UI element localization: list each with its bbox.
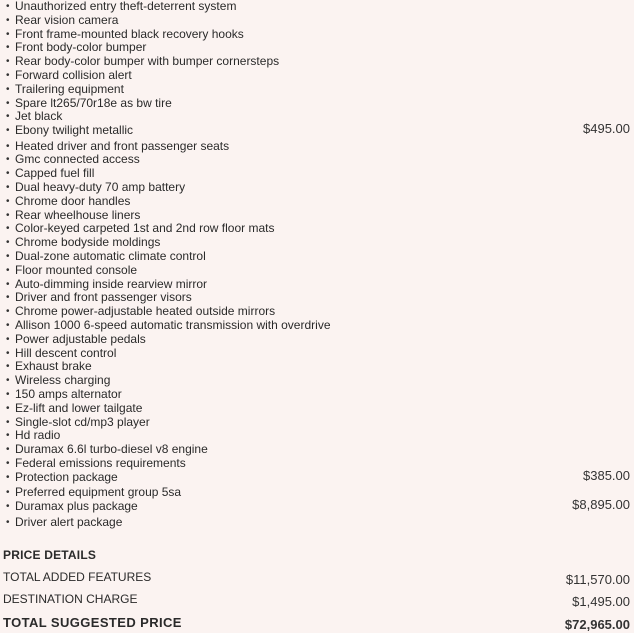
feature-label: Trailering equipment (15, 81, 124, 96)
feature-label: Exhaust brake (15, 359, 92, 374)
bullet-icon: • (6, 444, 10, 456)
bullet-icon: • (6, 28, 10, 40)
feature-item (0, 250, 634, 264)
bullet-icon: • (6, 223, 10, 235)
feature-item (0, 110, 634, 124)
total-suggested-price-row (0, 615, 634, 633)
bullet-icon: • (6, 111, 10, 123)
bullet-icon: • (6, 292, 10, 304)
bullet-icon: • (6, 458, 10, 469)
feature-item (0, 374, 634, 388)
feature-label: Rear vision camera (15, 12, 119, 27)
bullet-icon: • (6, 320, 10, 332)
feature-label: Spare lt265/70r18e as bw tire (15, 95, 172, 110)
feature-item (0, 41, 634, 55)
bullet-icon: • (6, 168, 10, 180)
feature-label: Color-keyed carpeted 1st and 2nd row floor mats (15, 221, 275, 236)
feature-item (0, 467, 634, 487)
feature-item (0, 457, 634, 471)
feature-item (0, 443, 634, 457)
feature-item (0, 402, 634, 416)
feature-label: Floor mounted console (15, 262, 138, 277)
feature-label: Preferred equipment group 5sa (15, 485, 182, 500)
feature-item (0, 278, 634, 292)
feature-item (0, 209, 634, 223)
bullet-icon: • (6, 278, 10, 290)
feature-label: Duramax plus package (15, 499, 138, 514)
feature-item (0, 121, 634, 140)
feature-item (0, 236, 634, 250)
feature-item (0, 360, 634, 374)
bullet-icon: • (6, 375, 10, 387)
feature-label: Wireless charging (15, 373, 111, 388)
bullet-icon: • (6, 182, 10, 194)
destination-charge-row (0, 592, 634, 610)
feature-item (0, 319, 634, 333)
feature-price: $495.00 (583, 121, 630, 137)
feature-item (0, 291, 634, 305)
bullet-icon: • (6, 83, 10, 95)
feature-label: Ez-lift and lower tailgate (15, 400, 143, 415)
bullet-icon: • (6, 264, 10, 276)
bullet-icon: • (6, 69, 10, 81)
feature-label: Driver alert package (15, 514, 123, 529)
feature-item (0, 264, 634, 278)
total-suggested-price-value: $72,965.00 (564, 617, 630, 632)
destination-charge-value: $1,495.00 (572, 594, 630, 609)
feature-item (0, 83, 634, 97)
feature-price: $8,895.00 (572, 497, 630, 513)
feature-label: Chrome door handles (15, 193, 131, 208)
bullet-icon: • (6, 402, 10, 414)
feature-label: Forward collision alert (15, 67, 132, 82)
feature-label: Capped fuel fill (15, 166, 95, 181)
bullet-icon: • (6, 430, 10, 442)
total-added-features-row (0, 570, 634, 588)
bullet-icon: • (6, 42, 10, 54)
feature-label: 150 amps alternator (15, 387, 122, 402)
feature-item (0, 516, 634, 530)
feature-item (0, 153, 634, 167)
feature-label: Unauthorized entry theft-deterrent system (15, 0, 237, 13)
total-suggested-price-label: TOTAL SUGGESTED PRICE (3, 615, 182, 630)
bullet-icon: • (6, 389, 10, 401)
feature-label: Chrome power-adjustable heated outside mirrors (15, 304, 276, 319)
feature-label: Rear body-color bumper with bumper cornersteps (15, 54, 280, 69)
feature-item (0, 486, 634, 500)
feature-label: Gmc connected access (15, 152, 140, 167)
feature-label: Auto-dimming inside rearview mirror (15, 276, 208, 291)
bullet-icon: • (6, 416, 10, 428)
feature-label: Duramax 6.6l turbo-diesel v8 engine (15, 442, 208, 457)
feature-item (0, 388, 634, 402)
bullet-icon: • (6, 251, 10, 263)
bullet-icon: • (6, 501, 10, 513)
feature-label: Power adjustable pedals (15, 331, 146, 346)
feature-label: Front frame-mounted black recovery hooks (15, 26, 244, 41)
feature-item (0, 97, 634, 111)
bullet-icon: • (6, 195, 10, 207)
feature-item (0, 222, 634, 236)
total-added-features-label: TOTAL ADDED FEATURES (3, 570, 152, 584)
feature-item (0, 181, 634, 195)
bullet-icon: • (6, 125, 10, 137)
feature-label: Chrome bodyside moldings (15, 235, 161, 250)
bullet-icon: • (6, 306, 10, 318)
feature-item (0, 333, 634, 347)
feature-label: Dual heavy-duty 70 amp battery (15, 180, 186, 195)
feature-item (0, 28, 634, 42)
total-added-features-value: $11,570.00 (565, 572, 630, 587)
bullet-icon: • (6, 237, 10, 249)
feature-label: Ebony twilight metallic (15, 123, 134, 138)
feature-item (0, 14, 634, 28)
feature-price: $385.00 (583, 467, 630, 483)
feature-item (0, 0, 634, 14)
feature-item (0, 429, 634, 443)
feature-label: Hill descent control (15, 345, 117, 360)
bullet-icon: • (6, 361, 10, 373)
feature-label: Dual-zone automatic climate control (15, 249, 206, 264)
feature-label: Jet black (15, 109, 63, 124)
feature-label: Front body-color bumper (15, 40, 147, 55)
feature-label: Heated driver and front passenger seats (15, 138, 230, 153)
feature-item (0, 416, 634, 430)
feature-item (0, 347, 634, 361)
feature-item (0, 305, 634, 319)
feature-item (0, 69, 634, 83)
feature-item (0, 167, 634, 181)
bullet-icon: • (6, 154, 10, 166)
bullet-icon: • (6, 333, 10, 345)
bullet-icon: • (6, 471, 10, 483)
bullet-icon: • (6, 516, 10, 528)
bullet-icon: • (6, 56, 10, 68)
feature-item (0, 195, 634, 209)
destination-charge-label: DESTINATION CHARGE (3, 592, 138, 606)
bullet-icon: • (6, 209, 10, 221)
feature-item (0, 497, 634, 516)
price-details-title: PRICE DETAILS (3, 548, 97, 562)
feature-label: Hd radio (15, 428, 61, 443)
feature-label: Federal emissions requirements (15, 456, 186, 470)
feature-label: Single-slot cd/mp3 player (15, 414, 150, 429)
feature-label: Allison 1000 6-speed automatic transmission with overdrive (15, 318, 331, 333)
feature-label: Rear wheelhouse liners (15, 207, 141, 222)
feature-label: Protection package (15, 469, 118, 484)
bullet-icon: • (6, 140, 10, 152)
feature-item (0, 140, 634, 154)
bullet-icon: • (6, 1, 10, 12)
bullet-icon: • (6, 487, 10, 499)
feature-item (0, 55, 634, 69)
bullet-icon: • (6, 14, 10, 26)
bullet-icon: • (6, 347, 10, 359)
bullet-icon: • (6, 97, 10, 109)
feature-label: Driver and front passenger visors (15, 290, 192, 305)
